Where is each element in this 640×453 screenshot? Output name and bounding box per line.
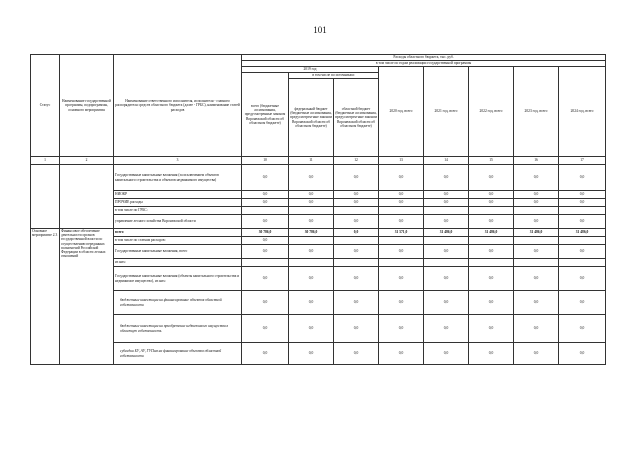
value-cell: 0,0 <box>242 237 289 245</box>
value-cell <box>289 237 334 245</box>
value-cell: 0,0 <box>379 291 424 315</box>
budget-table <box>30 54 606 365</box>
value-cell: 0,0 <box>469 245 514 259</box>
table-row <box>31 199 606 207</box>
value-cell: 0,0 <box>242 245 289 259</box>
value-cell: 0,0 <box>334 215 379 229</box>
header-y2024: 2024 год, всего <box>559 67 606 157</box>
value-cell: 0,0 <box>379 315 424 343</box>
value-cell <box>559 259 606 267</box>
value-cell: 0,0 <box>424 267 469 291</box>
value-cell: 0,0 <box>424 343 469 365</box>
value-cell: 0,0 <box>469 291 514 315</box>
value-cell: 0,0 <box>469 165 514 191</box>
column-number-row <box>31 157 606 165</box>
value-cell: 0,0 <box>334 229 379 237</box>
event-status: Основное мероприятие 2.3 <box>31 229 60 365</box>
column-number: 17 <box>559 157 606 165</box>
value-cell <box>514 259 559 267</box>
value-cell <box>469 237 514 245</box>
value-cell: 0,0 <box>289 191 334 199</box>
value-cell: 0,0 <box>242 191 289 199</box>
group-2-rows <box>31 229 606 365</box>
value-cell: 0,0 <box>379 165 424 191</box>
value-cell: 31 486,0 <box>559 229 606 237</box>
row-label: ПРОЧИЕ расходы <box>114 199 242 207</box>
value-cell: 0,0 <box>424 191 469 199</box>
value-cell <box>559 237 606 245</box>
header-y2023: 2023 год, всего <box>514 67 559 157</box>
value-cell: 0,0 <box>514 191 559 199</box>
value-cell: 0,0 <box>334 343 379 365</box>
value-cell: 0,0 <box>289 315 334 343</box>
value-cell: 0,0 <box>242 267 289 291</box>
value-cell <box>334 237 379 245</box>
table-row <box>31 229 606 237</box>
value-cell: 0,0 <box>559 291 606 315</box>
value-cell: 0,0 <box>559 343 606 365</box>
value-cell: 0,0 <box>289 267 334 291</box>
value-cell: 0,0 <box>469 191 514 199</box>
column-number: 16 <box>514 157 559 165</box>
value-cell: 0,0 <box>469 315 514 343</box>
value-cell: 0,0 <box>559 267 606 291</box>
value-cell: 0,0 <box>514 215 559 229</box>
value-cell: 0,0 <box>334 267 379 291</box>
value-cell: 0,0 <box>424 315 469 343</box>
column-number: 10 <box>242 157 289 165</box>
value-cell: 0,0 <box>514 343 559 365</box>
value-cell: 0,0 <box>514 315 559 343</box>
value-cell: 0,0 <box>424 165 469 191</box>
row-label: управление лесного хозяйства Воронежской области <box>114 215 242 229</box>
page-number: 101 <box>313 25 327 35</box>
row-label: бюджетные инвестиции на финансирование объектов областной собственности <box>114 291 242 315</box>
table-row <box>31 237 606 245</box>
header-y2021: 2021 год, всего <box>424 67 469 157</box>
value-cell: 0,0 <box>334 245 379 259</box>
row-label: Государственные капитальные вложения (за исключением объектов капитального строительства и объектов недвижимого имущества) <box>114 165 242 191</box>
value-cell: 31 571,0 <box>379 229 424 237</box>
value-cell: 0,0 <box>424 291 469 315</box>
value-cell <box>289 259 334 267</box>
value-cell: 0,0 <box>289 343 334 365</box>
header-executor: Наименование ответственного исполнителя, исполнителя - главного распорядителя средств областного бюджета (далее - ГРБС), наименование статей расходов <box>114 55 242 157</box>
value-cell: 0,0 <box>469 199 514 207</box>
column-number: 12 <box>334 157 379 165</box>
value-cell <box>469 207 514 215</box>
value-cell <box>514 237 559 245</box>
value-cell: 0,0 <box>379 245 424 259</box>
value-cell: 0,0 <box>334 191 379 199</box>
row-label: Государственные капитальные вложения, всего <box>114 245 242 259</box>
value-cell <box>424 237 469 245</box>
value-cell: 0,0 <box>289 291 334 315</box>
value-cell: 30 786,0 <box>289 229 334 237</box>
value-cell: 0,0 <box>334 199 379 207</box>
value-cell: 0,0 <box>334 291 379 315</box>
status-cell-empty <box>31 165 60 229</box>
table-row <box>31 343 606 365</box>
value-cell <box>559 207 606 215</box>
column-number: 14 <box>424 157 469 165</box>
value-cell: 31 486,0 <box>514 229 559 237</box>
value-cell: 0,0 <box>242 165 289 191</box>
value-cell: 0,0 <box>469 343 514 365</box>
value-cell: 0,0 <box>334 315 379 343</box>
header-by-years: в том числе по годам реализации государственной программы <box>242 61 606 67</box>
header-total-2019: всего (бюджетные ассигнования, предусмотренные законом Воронежской области об областном бюджете) <box>242 73 289 157</box>
row-label: субсидии БУ, АУ, ГУПам на финансирование объектов областной собственности <box>114 343 242 365</box>
header-regional: областной бюджет (бюджетные ассигнования, предусмотрен-ные законом Воронежской области об областном бюджете) <box>334 79 379 157</box>
value-cell: 0,0 <box>424 245 469 259</box>
column-number: 1 <box>31 157 60 165</box>
value-cell: 0,0 <box>242 291 289 315</box>
value-cell: 0,0 <box>469 267 514 291</box>
row-label: в том числе по статьям расходов: <box>114 237 242 245</box>
value-cell: 0,0 <box>514 245 559 259</box>
value-cell: 0,0 <box>514 165 559 191</box>
value-cell: 0,0 <box>559 165 606 191</box>
event-name: Финансовое обеспечение деятельности органов государственной власти по осуществлению переданных полномочий Российской Федерации в области лесных отношений <box>60 229 114 365</box>
value-cell: 0,0 <box>289 199 334 207</box>
value-cell <box>334 259 379 267</box>
header-status: Статус <box>31 55 60 157</box>
column-number: 13 <box>379 157 424 165</box>
header-year-2019: 2019 год <box>242 67 379 73</box>
value-cell: 0,0 <box>379 343 424 365</box>
value-cell: 0,0 <box>514 291 559 315</box>
table-row <box>31 207 606 215</box>
column-number: 2 <box>60 157 114 165</box>
value-cell: 0,0 <box>242 215 289 229</box>
row-label: НИОКР <box>114 191 242 199</box>
value-cell: 0,0 <box>289 215 334 229</box>
value-cell: 0,0 <box>559 245 606 259</box>
value-cell <box>242 207 289 215</box>
column-number: 15 <box>469 157 514 165</box>
row-label: в том числе по ГРБС: <box>114 207 242 215</box>
group-1-rows <box>31 165 606 229</box>
value-cell <box>424 207 469 215</box>
value-cell: 0,0 <box>379 215 424 229</box>
value-cell: 0,0 <box>334 165 379 191</box>
value-cell <box>379 259 424 267</box>
table-row <box>31 245 606 259</box>
table-row <box>31 291 606 315</box>
value-cell: 0,0 <box>379 191 424 199</box>
value-cell: 30 786,0 <box>242 229 289 237</box>
value-cell: 0,0 <box>559 199 606 207</box>
column-number: 11 <box>289 157 334 165</box>
column-number: 3 <box>114 157 242 165</box>
value-cell: 0,0 <box>514 267 559 291</box>
value-cell: 0,0 <box>469 215 514 229</box>
value-cell <box>514 207 559 215</box>
value-cell: 0,0 <box>424 215 469 229</box>
value-cell: 0,0 <box>242 343 289 365</box>
value-cell: 0,0 <box>242 199 289 207</box>
value-cell: 31 486,0 <box>469 229 514 237</box>
value-cell <box>379 237 424 245</box>
value-cell: 0,0 <box>289 165 334 191</box>
header-y2020: 2020 год, всего <box>379 67 424 157</box>
value-cell: 0,0 <box>289 245 334 259</box>
table-row <box>31 191 606 199</box>
value-cell <box>424 259 469 267</box>
header-federal: федеральный бюджет (бюджетные ассигнования, предусмотрен-ные законом Воронежской области об областном бюджете) <box>289 79 334 157</box>
value-cell: 0,0 <box>379 267 424 291</box>
value-cell <box>334 207 379 215</box>
table-row <box>31 165 606 191</box>
value-cell: 0,0 <box>242 315 289 343</box>
header-expenses: Расходы областного бюджета, тыс. руб. <box>242 55 606 61</box>
value-cell: 0,0 <box>424 199 469 207</box>
header-sources: в том числе по источникам: <box>289 73 379 79</box>
value-cell: 0,0 <box>514 199 559 207</box>
value-cell <box>379 207 424 215</box>
row-label: Государственные капитальные вложения (объекты капитального строительства и недвижимое имущество), из них: <box>114 267 242 291</box>
value-cell: 0,0 <box>379 199 424 207</box>
value-cell <box>242 259 289 267</box>
table-row <box>31 267 606 291</box>
row-label: всего <box>114 229 242 237</box>
value-cell: 31 486,0 <box>424 229 469 237</box>
table-row <box>31 215 606 229</box>
value-cell <box>289 207 334 215</box>
value-cell: 0,0 <box>559 315 606 343</box>
program-cell-empty <box>60 165 114 229</box>
value-cell: 0,0 <box>559 191 606 199</box>
header-program-name: Наименование государственной программы, подпрограммы, основного мероприятия <box>60 55 114 157</box>
row-label: из них: <box>114 259 242 267</box>
value-cell: 0,0 <box>559 215 606 229</box>
header-y2022: 2022 год, всего <box>469 67 514 157</box>
table-row <box>31 259 606 267</box>
table-row <box>31 315 606 343</box>
row-label: бюджетные инвестиции на приобретение недвижимого имущества в областную собственность <box>114 315 242 343</box>
value-cell <box>469 259 514 267</box>
